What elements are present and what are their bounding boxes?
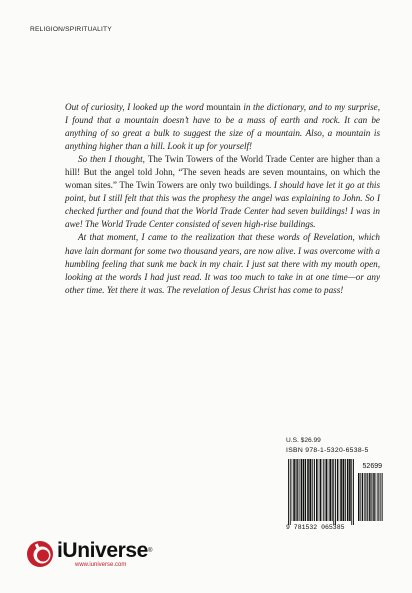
barcode-bar <box>290 459 291 525</box>
barcode-bar <box>322 459 323 521</box>
isbn-text: ISBN 978-1-5320-6538-5 <box>286 447 369 454</box>
barcode-bar <box>376 473 377 521</box>
barcode-bar <box>309 459 311 521</box>
barcode-bar <box>343 459 345 521</box>
barcode-bar <box>340 459 342 521</box>
barcode-bar <box>351 459 352 525</box>
barcode-bar <box>333 459 334 525</box>
blurb-text-run: in the dictionary, and to my surprise, I found that a mountain doesn’t have to be a mass of earth and rock. It can be anything of so great a bulk to suggest the size of a mountain. Also, a mountain is anything higher than a hill. Look it up for yourself! <box>65 102 380 152</box>
blurb-text-run: So then I thought, <box>78 154 148 165</box>
publisher-name: iUniverse® <box>57 538 152 562</box>
barcode-bar <box>314 459 315 521</box>
barcode-bar <box>326 459 328 521</box>
barcode-bar <box>347 459 349 521</box>
blurb-paragraph-2 <box>65 153 380 231</box>
barcode-number-row <box>286 524 384 531</box>
cover-blurb <box>65 101 380 297</box>
barcode-bar <box>316 459 318 521</box>
blurb-text-run: mountain <box>206 102 241 112</box>
barcode-bar <box>369 473 371 521</box>
blurb-paragraph-3 <box>65 231 380 296</box>
barcode-bar <box>339 459 340 521</box>
barcode-bar <box>358 473 360 521</box>
barcode-bar <box>299 459 300 521</box>
barcode-bar <box>297 459 298 521</box>
publisher-logo <box>26 540 152 568</box>
barcode-bar <box>329 459 331 521</box>
isbn-row <box>286 447 384 454</box>
price-label: U.S. $26.99 <box>286 437 321 444</box>
barcode-bar <box>301 459 303 521</box>
price-code-text: 52699 <box>362 463 382 470</box>
blurb-text-run: The Twin Towers of the World Trade Center are higher than a hill! But the angel told John, “The seven heads are seven mountains, on which the woman sites.” The Twin Towers are only two buildings. <box>65 154 380 191</box>
barcode-number: 9 781532 065385 <box>286 524 345 531</box>
barcode-bar <box>312 459 313 521</box>
blurb-text-run: At that moment, I came to the realization that these words of Revelation, which have lain dormant for some two thousand years, are now alive. I was overcome with a humbling feeling that sunk me back in my chair. I just sat there with my mouth open, looking at the words I had just read. It was too much to take in at one time—or any other time. Yet there it was. The revelation of Jesus Christ has come to pass! <box>65 232 380 295</box>
blurb-text-run: Out of curiosity, I looked up the word <box>65 102 207 112</box>
iuniverse-logo-icon <box>26 540 54 568</box>
barcode-bar <box>367 473 368 521</box>
barcode-bar <box>319 459 320 521</box>
publisher-url: www.iuniverse.com <box>75 561 127 568</box>
barcode-bar <box>365 473 366 521</box>
barcode-bar <box>320 459 321 521</box>
barcode-block <box>286 447 384 531</box>
barcode-image <box>286 455 384 525</box>
barcode-bar <box>323 459 324 521</box>
barcode-bar <box>382 473 383 521</box>
barcode-bar <box>337 459 338 521</box>
barcode-bar <box>360 473 361 521</box>
barcode-bar <box>364 473 365 521</box>
barcode-bar <box>328 459 329 521</box>
barcode-bar <box>305 459 306 521</box>
barcode-bar <box>371 473 372 521</box>
barcode-bar <box>362 473 364 521</box>
blurb-text-run: I should have let it go at this point, but I still felt that this was the prophesy the angel was explaining to John. So I checked further and found that the World Trade Center had seven buildings! I was in awe! The World Trade Center consisted of seven high-rise buildings. <box>65 180 380 230</box>
publisher-text <box>57 538 152 568</box>
barcode-bar <box>380 473 381 521</box>
barcode-bar <box>332 459 333 521</box>
barcode-bar <box>377 473 378 521</box>
barcode-bar <box>293 459 295 521</box>
barcode-bar <box>296 459 297 521</box>
blurb-paragraph-1 <box>65 101 380 153</box>
barcode-bar <box>335 459 336 525</box>
barcode-bar <box>303 459 305 521</box>
barcode-bar <box>353 459 354 525</box>
barcode-bar <box>378 473 379 521</box>
barcode-bar <box>349 459 351 521</box>
barcode-bar <box>373 473 375 521</box>
barcode-bar <box>288 459 289 525</box>
genre-label: RELIGION/SPIRITUALITY <box>30 26 112 33</box>
barcode-bar <box>307 459 309 521</box>
barcode-bar <box>292 459 293 521</box>
barcode-bar <box>345 459 346 521</box>
